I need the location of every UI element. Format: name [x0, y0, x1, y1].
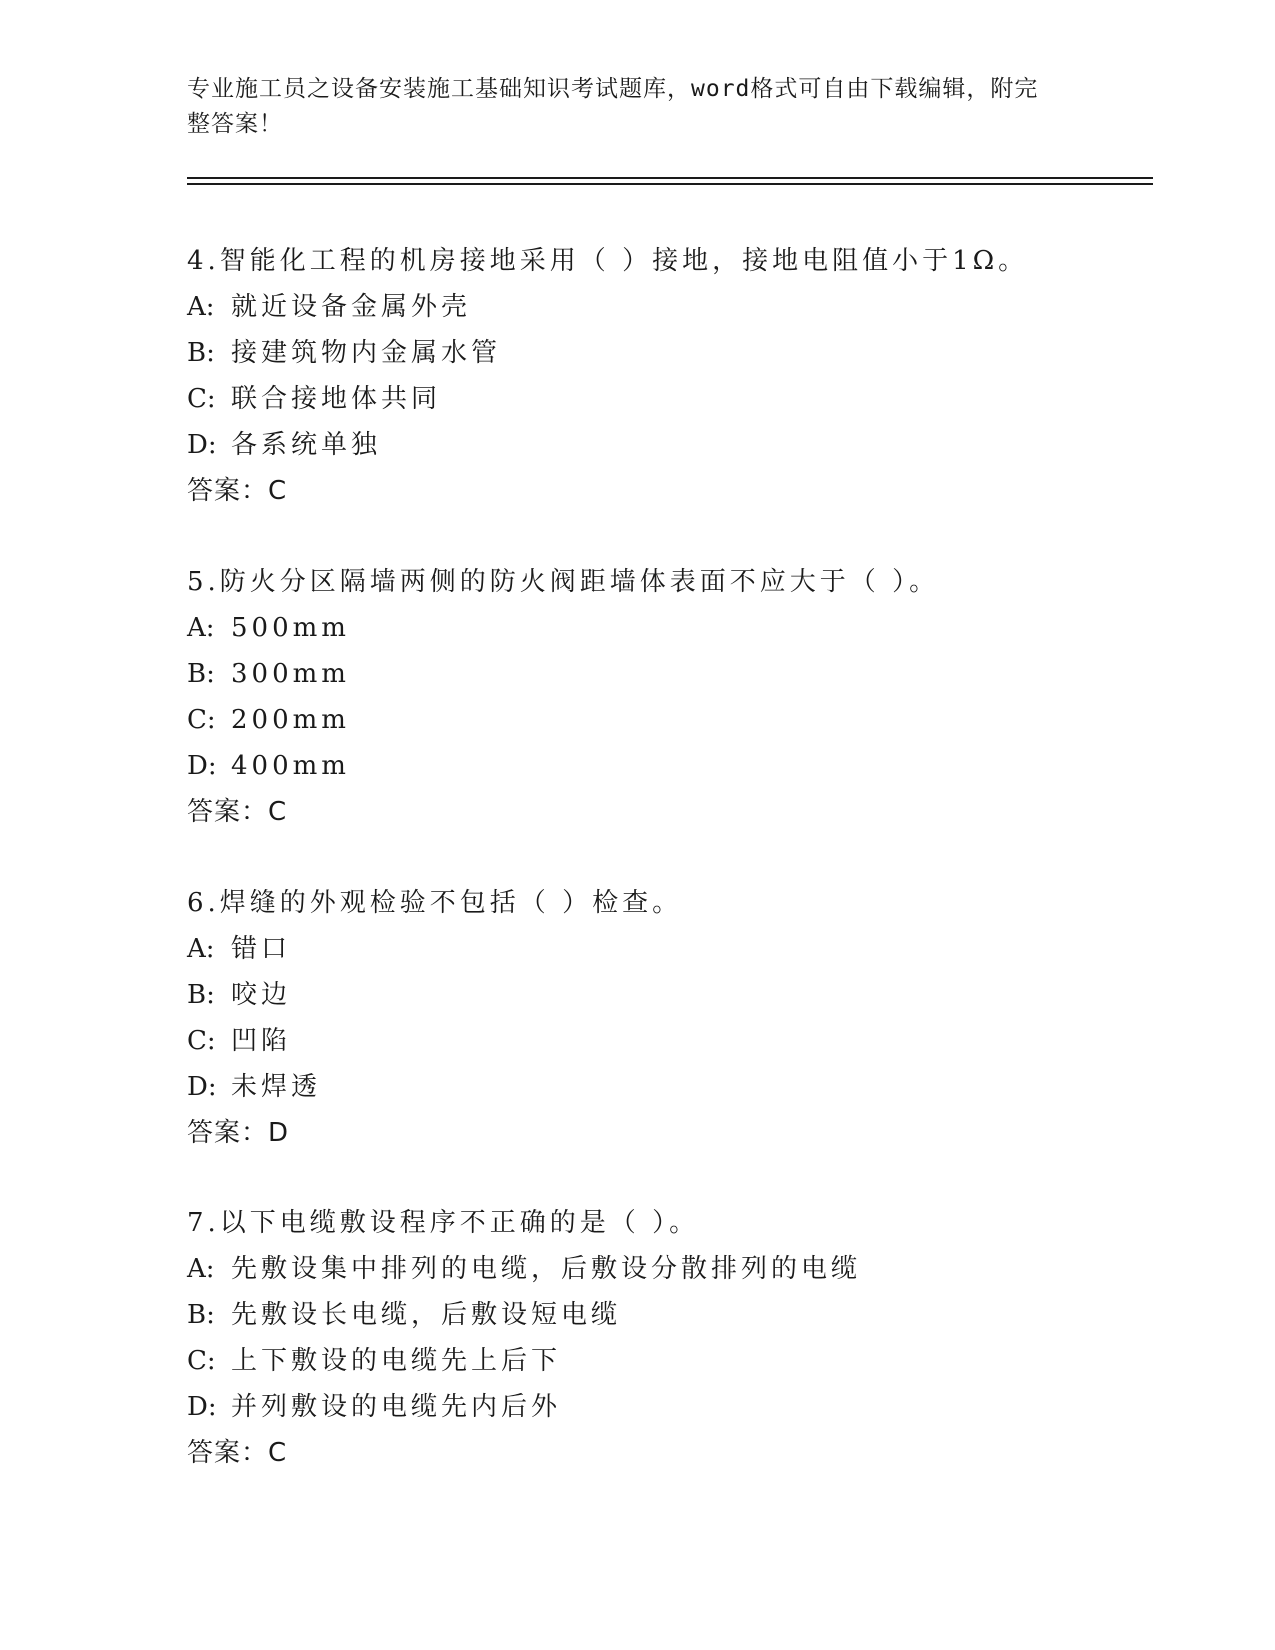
question-4	[187, 238, 1127, 514]
option-a	[187, 1246, 1127, 1292]
question-7	[187, 1200, 1127, 1476]
option-a	[187, 926, 1127, 972]
answer-line: 答案：C	[187, 797, 288, 827]
option-letter: C:	[187, 1026, 216, 1056]
option-c	[187, 376, 1127, 422]
option-letter: A:	[187, 613, 215, 643]
option-text: 上下敷设的电缆先上后下	[231, 1346, 562, 1376]
option-text: 未焊透	[231, 1072, 322, 1102]
option-letter: C:	[187, 705, 216, 735]
option-text: 200mm	[231, 705, 350, 735]
question-stem: 4.智能化工程的机房接地采用（ ）接地，接地电阻值小于1Ω。	[187, 246, 1029, 276]
option-letter: B:	[187, 1300, 215, 1330]
question-6	[187, 880, 1127, 1156]
option-text: 错口	[231, 934, 292, 964]
header-line-2: 整答案！	[187, 111, 283, 137]
option-text: 接建筑物内金属水管	[231, 338, 502, 368]
option-text: 各系统单独	[231, 430, 382, 460]
option-c	[187, 697, 1127, 743]
question-stem: 7.以下电缆敷设程序不正确的是（ ）。	[187, 1208, 700, 1238]
header-divider-bottom	[187, 183, 1153, 185]
option-b	[187, 972, 1127, 1018]
option-letter: D:	[187, 430, 217, 460]
option-d	[187, 743, 1127, 789]
option-text: 凹陷	[231, 1026, 292, 1056]
header-line-1: 专业施工员之设备安装施工基础知识考试题库，word格式可自由下载编辑，附完	[187, 76, 1039, 102]
option-letter: A:	[187, 934, 215, 964]
option-letter: D:	[187, 1392, 217, 1422]
option-letter: B:	[187, 980, 215, 1010]
option-text: 咬边	[231, 980, 292, 1010]
answer-line: 答案：D	[187, 1118, 290, 1148]
answer-line: 答案：C	[187, 476, 288, 506]
option-text: 联合接地体共同	[231, 384, 442, 414]
option-d	[187, 422, 1127, 468]
option-text: 先敷设长电缆，后敷设短电缆	[231, 1300, 622, 1330]
option-b	[187, 330, 1127, 376]
option-c	[187, 1018, 1127, 1064]
option-a	[187, 605, 1127, 651]
question-5	[187, 559, 1127, 835]
question-stem: 6.焊缝的外观检验不包括（ ）检查。	[187, 888, 683, 918]
option-text: 300mm	[231, 659, 350, 689]
option-letter: C:	[187, 1346, 216, 1376]
option-text: 500mm	[231, 613, 350, 643]
question-stem: 5.防火分区隔墙两侧的防火阀距墙体表面不应大于（ ）。	[187, 567, 940, 597]
option-b	[187, 651, 1127, 697]
option-text: 400mm	[231, 751, 350, 781]
option-a	[187, 284, 1127, 330]
answer-line: 答案：C	[187, 1438, 288, 1468]
header-divider-top	[187, 177, 1153, 179]
option-b	[187, 1292, 1127, 1338]
option-letter: B:	[187, 659, 215, 689]
option-text: 就近设备金属外壳	[231, 292, 472, 322]
option-d	[187, 1384, 1127, 1430]
option-letter: A:	[187, 292, 215, 322]
option-letter: D:	[187, 1072, 217, 1102]
option-letter: C:	[187, 384, 216, 414]
document-header	[187, 72, 1067, 142]
option-text: 先敷设集中排列的电缆，后敷设分散排列的电缆	[231, 1254, 862, 1284]
option-letter: A:	[187, 1254, 215, 1284]
option-letter: D:	[187, 751, 217, 781]
option-c	[187, 1338, 1127, 1384]
option-letter: B:	[187, 338, 215, 368]
option-d	[187, 1064, 1127, 1110]
option-text: 并列敷设的电缆先内后外	[231, 1392, 562, 1422]
